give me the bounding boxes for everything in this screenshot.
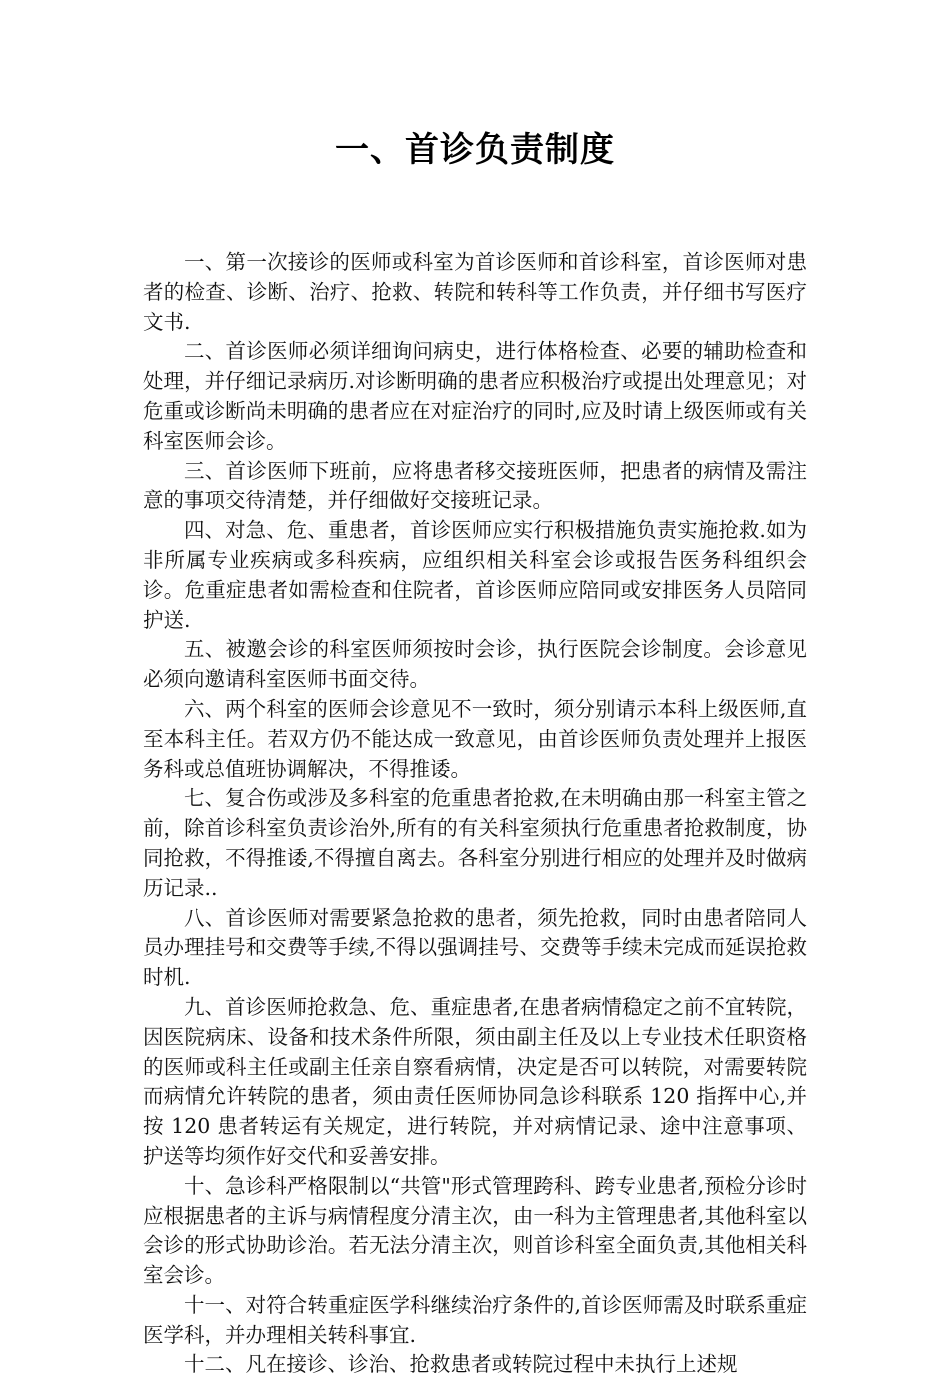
paragraph-11: 十一、对符合转重症医学科继续治疗条件的,首诊医师需及时联系重症医学科，并办理相关转科事宜.	[143, 1292, 807, 1347]
paragraph-6: 六、两个科室的医师会诊意见不一致时，须分别请示本科上级医师,直至本科主任。若双方仍不能达成一致意见，由首诊医师负责处理并上报医务科或总值班协调解决，不得推诿。	[143, 696, 807, 781]
paragraph-1: 一、第一次接诊的医师或科室为首诊医师和首诊科室，首诊医师对患者的检查、诊断、治疗、抢救、转院和转科等工作负责，并仔细书写医疗文书.	[143, 250, 807, 334]
paragraph-8: 八、首诊医师对需要紧急抢救的患者，须先抢救，同时由患者陪同人员办理挂号和交费等手续,不得以强调挂号、交费等手续未完成而延误抢救时机.	[143, 905, 807, 990]
paragraph-7: 七、复合伤或涉及多科室的危重患者抢救,在未明确由那一科室主管之前，除首诊科室负责诊治外,所有的有关科室须执行危重患者抢救制度，协同抢救，不得推诿,不得擅自离去。各科室分别进行相应的处理并及时做病历记录..	[143, 786, 807, 900]
document-body	[143, 248, 807, 1380]
paragraph-12: 十二、凡在接诊、诊治、抢救患者或转院过程中未执行上述规	[184, 1352, 738, 1377]
document-title: 一、首诊负责制度	[335, 130, 615, 170]
paragraph-2: 二、首诊医师必须详细询问病史，进行体格检查、必要的辅助检查和处理，并仔细记录病历.对诊断明确的患者应积极治疗或提出处理意见；对危重或诊断尚未明确的患者应在对症治疗的同时,应及时请上级医师或有关科室医师会诊。	[143, 339, 807, 453]
paragraph-9: 九、首诊医师抢救急、危、重症患者,在患者病情稳定之前不宜转院，因医院病床、设备和技术条件所限，须由副主任及以上专业技术任职资格的医师或科主任或副主任亲自察看病情，决定是否可以转院，对需要转院而病情允许转院的患者，须由责任医师协同急诊科联系 120 指挥中心,并按 120 患者转运有关规定，进行转院，并对病情记录、途中注意事项、护送等均须作好交代和妥善安排。	[143, 994, 807, 1168]
paragraph-3: 三、首诊医师下班前，应将患者移交接班医师，把患者的病情及需注意的事项交待清楚，并仔细做好交接班记录。	[143, 458, 807, 513]
paragraph-4: 四、对急、危、重患者，首诊医师应实行积极措施负责实施抢救.如为非所属专业疾病或多科疾病，应组织相关科室会诊或报告医务科组织会诊。危重症患者如需检查和住院者，首诊医师应陪同或安排医务人员陪同护送.	[143, 518, 807, 632]
paragraph-5: 五、被邀会诊的科室医师须按时会诊，执行医院会诊制度。会诊意见必须向邀请科室医师书面交待。	[143, 637, 807, 692]
paragraph-10: 十、急诊科严格限制以“共管"形式管理跨科、跨专业患者,预检分诊时应根据患者的主诉与病情程度分清主次，由一科为主管理患者,其他科室以会诊的形式协助诊治。若无法分清主次，则首诊科室全面负责,其他相关科室会诊。	[143, 1173, 807, 1288]
